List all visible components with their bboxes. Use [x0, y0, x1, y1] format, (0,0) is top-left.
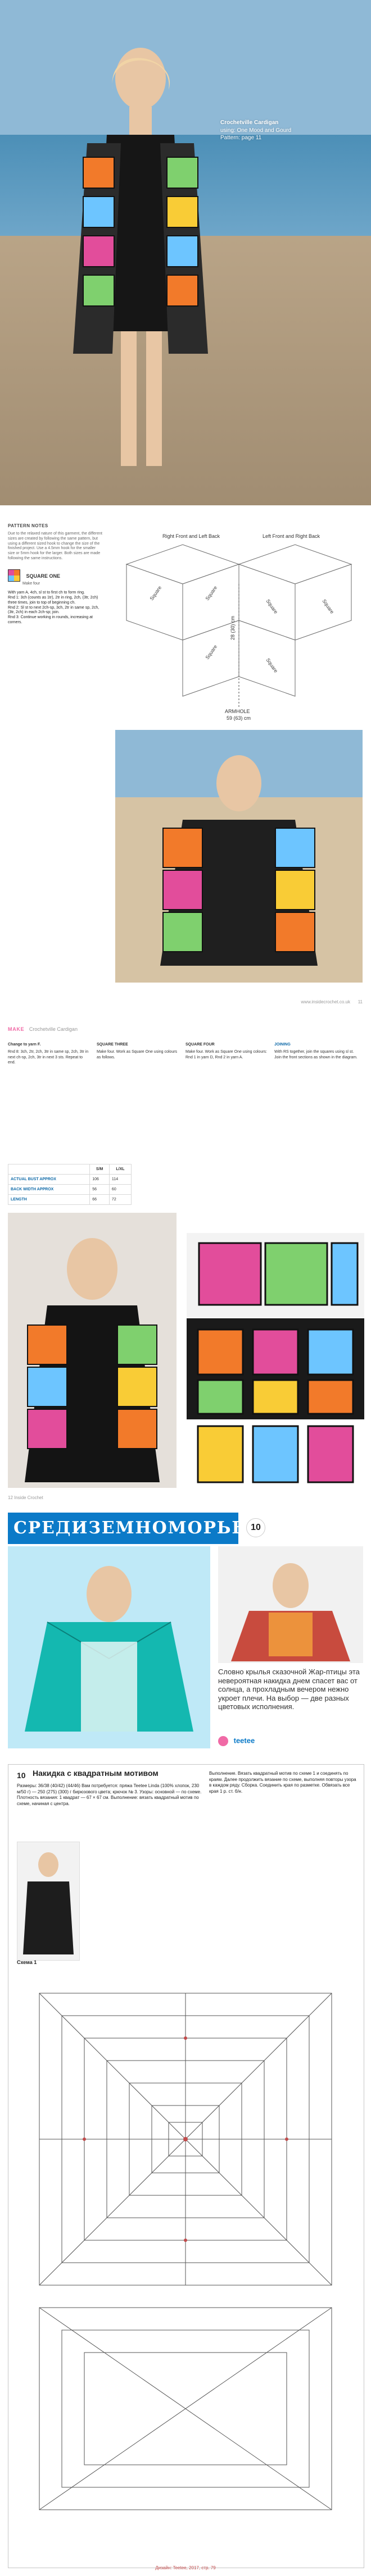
text-column-1: [8, 1038, 91, 1066]
side-photo: [218, 1546, 363, 1663]
col2-text: Make four. Work as Square One using colours as follows.: [97, 1050, 178, 1059]
table-row: [8, 1185, 132, 1195]
diagram-label-left-front: Left Front and Right Back: [263, 533, 320, 539]
col4-title: JOINING: [274, 1043, 291, 1047]
col4-text: With RS together, join the squares using sl st. Join the front sections as shown in the diagram.: [274, 1050, 358, 1059]
magazine-title: СРЕДИЗЕМНОМОРЬЕ: [13, 1518, 246, 1538]
table-cell: 66: [90, 1195, 110, 1205]
section-instructions: [0, 1757, 371, 2576]
model-photo: [115, 730, 363, 983]
model-photo-2: [8, 1213, 177, 1488]
right-instructions: Выполнение. Вязать квадратный мотив по схеме 1 и соединять по краям. Далее продолжить вязание по схеме, выполняя повторы узора в каждом ряду. Сборка. Соединить края по разметке. Обвязать все края 1 р. ст. б/н.: [209, 1771, 356, 1794]
pattern-title: Накидка с квадратным мотивом: [33, 1769, 159, 1778]
thumbnail-photo: [17, 1842, 80, 1961]
table-cell: ACTUAL BUST APPROX: [8, 1175, 90, 1185]
diagram-dimension: 28 (30) cm: [230, 615, 236, 640]
page-topline: [8, 1026, 78, 1032]
issue-number: 10: [246, 1518, 265, 1537]
col3-title: SQUARE FOUR: [186, 1043, 215, 1047]
square-label: Square: [265, 657, 279, 674]
col1-title: Change to yarn F.: [8, 1043, 41, 1047]
section-pattern-continued: [0, 1011, 371, 1505]
pattern-notes-title: PATTERN NOTES: [8, 523, 48, 528]
page-footer: Дизайн: Teetee, 2017, стр. 79: [155, 2565, 216, 2570]
table-header: [8, 1164, 90, 1175]
left-instructions: Размеры: 36/38 (40/42) (44/46) Вам потребуется: пряжа Teetee Linda (100% хлопок, 230 м/50 г) — 250 (275) (300) г бирюзового цвета; крючок № 3. Узоры: основной — по схеме. Плотность вязания: 1 квадрат — 67 × 67 см. Выполнение: вязать квадратный мотив по схеме, начиная с центра.: [17, 1783, 202, 1806]
text-column-3: [186, 1038, 269, 1060]
brand-icon: [218, 1736, 228, 1746]
col3-text: Make four. Work as Square One using colours: Rnd 1 in yarn D, Rnd 2 in yarn A.: [186, 1050, 267, 1059]
text-column-4: [274, 1038, 358, 1060]
section-pattern-page: [0, 505, 371, 1011]
detail-photo-2: [187, 1318, 364, 1419]
credit-line-1: using: One Mood and Gourd: [220, 127, 292, 134]
col1-text: Rnd 8: 3ch, 2tr, 2ch, 3tr in same sp, 2ch, 3tr in next ch-sp, 2ch, 3tr in next 3 sts. Repeat to end.: [8, 1050, 89, 1065]
page-footer: [115, 999, 363, 1007]
table-cell: 106: [90, 1175, 110, 1185]
table-cell: 72: [109, 1195, 131, 1205]
section-hero-photo: [0, 0, 371, 505]
square-one-subtitle: Make four: [22, 581, 40, 586]
detail-photo-1: [187, 1233, 364, 1317]
round-item: Rnd 3: Continue working in rounds, increasing at corners.: [8, 615, 93, 624]
description-text: Словно крылья сказочной Жар-птицы эта невероятная накидка днем спасет вас от солнца, а прохладным вечером нежно укроет плечи. На выбор — две разных цветовых исполнения.: [218, 1668, 363, 1735]
main-photo: [8, 1546, 210, 1748]
table-cell: BACK WIDTH APPROX: [8, 1185, 90, 1195]
footer-url[interactable]: www.insidecrochet.co.uk: [301, 999, 350, 1004]
diagram-bottom-sub: 59 (63) cm: [227, 715, 251, 721]
pattern-notes-text: Due to the relaxed nature of this garment, the different sizes are created by following the same pattern, but using a different sized hook to change the size of the finished project. Use a 4.5mm hook for the smaller size or 5mm hook for the larger. Both sizes are made following the same instructions.: [8, 532, 102, 560]
magazine-header: [8, 1513, 363, 1546]
square-one-header: [8, 569, 103, 587]
square-label: Square: [204, 584, 219, 602]
round-item: Rnd 1: 3ch (counts as 1tr), 2tr in ring, 2ch, (3tr, 2ch) three times, join to top of beginning ch.: [8, 596, 98, 605]
brand-logo: [218, 1736, 255, 1746]
page-footer: 12 Inside Crochet: [8, 1495, 43, 1500]
topline-label: MAKE: [8, 1026, 25, 1032]
title-banner: [8, 1513, 246, 1544]
square-label: Square: [321, 598, 336, 615]
credit-line-2: Pattern: page 11: [220, 135, 262, 141]
table-row: [8, 1195, 132, 1205]
detail-photo-3: [187, 1421, 364, 1488]
woman-illustration: [67, 39, 214, 477]
table-header: L/XL: [109, 1164, 131, 1175]
table-row: [8, 1175, 132, 1185]
round-list: [8, 591, 103, 625]
square-label: Square: [204, 643, 219, 661]
round-item: Rnd 2: Sl st to next 2ch-sp, 3ch, 2tr in same sp, 2ch, (3tr, 2ch) in each 2ch-sp; join.: [8, 605, 99, 615]
round-item: With yarn A, 4ch, sl st to first ch to form ring.: [8, 591, 85, 595]
square-label: Square: [265, 598, 279, 615]
table-cell: LENGTH: [8, 1195, 90, 1205]
photo-credit: [220, 119, 344, 142]
text-column-2: [97, 1038, 180, 1060]
footer-page-number: 11: [358, 999, 363, 1004]
diagram-bottom-label: ARMHOLE: [225, 709, 250, 714]
size-table: [8, 1164, 132, 1205]
credit-title: Crochetville Cardigan: [220, 120, 279, 126]
pattern-notes-column: [8, 523, 103, 995]
square-one-title: SQUARE ONE: [26, 573, 60, 579]
table-cell: 56: [90, 1185, 110, 1195]
table-cell: 60: [109, 1185, 131, 1195]
chart-caption: Схема 1: [17, 1960, 37, 1965]
assembly-diagram: [115, 528, 363, 721]
table-cell: 114: [109, 1175, 131, 1185]
topline-rest: Crochetville Cardigan: [29, 1026, 78, 1032]
table-header: S/M: [90, 1164, 110, 1175]
crochet-chart: [17, 1971, 354, 2538]
section-magazine-header: [0, 1505, 371, 1757]
col2-title: SQUARE THREE: [97, 1043, 128, 1047]
diagram-label-right-front: Right Front and Left Back: [162, 533, 220, 539]
pattern-number: 10: [17, 1771, 26, 1780]
brand-name: teetee: [233, 1736, 255, 1745]
square-label: Square: [148, 584, 163, 602]
granny-square-icon: [8, 569, 20, 582]
